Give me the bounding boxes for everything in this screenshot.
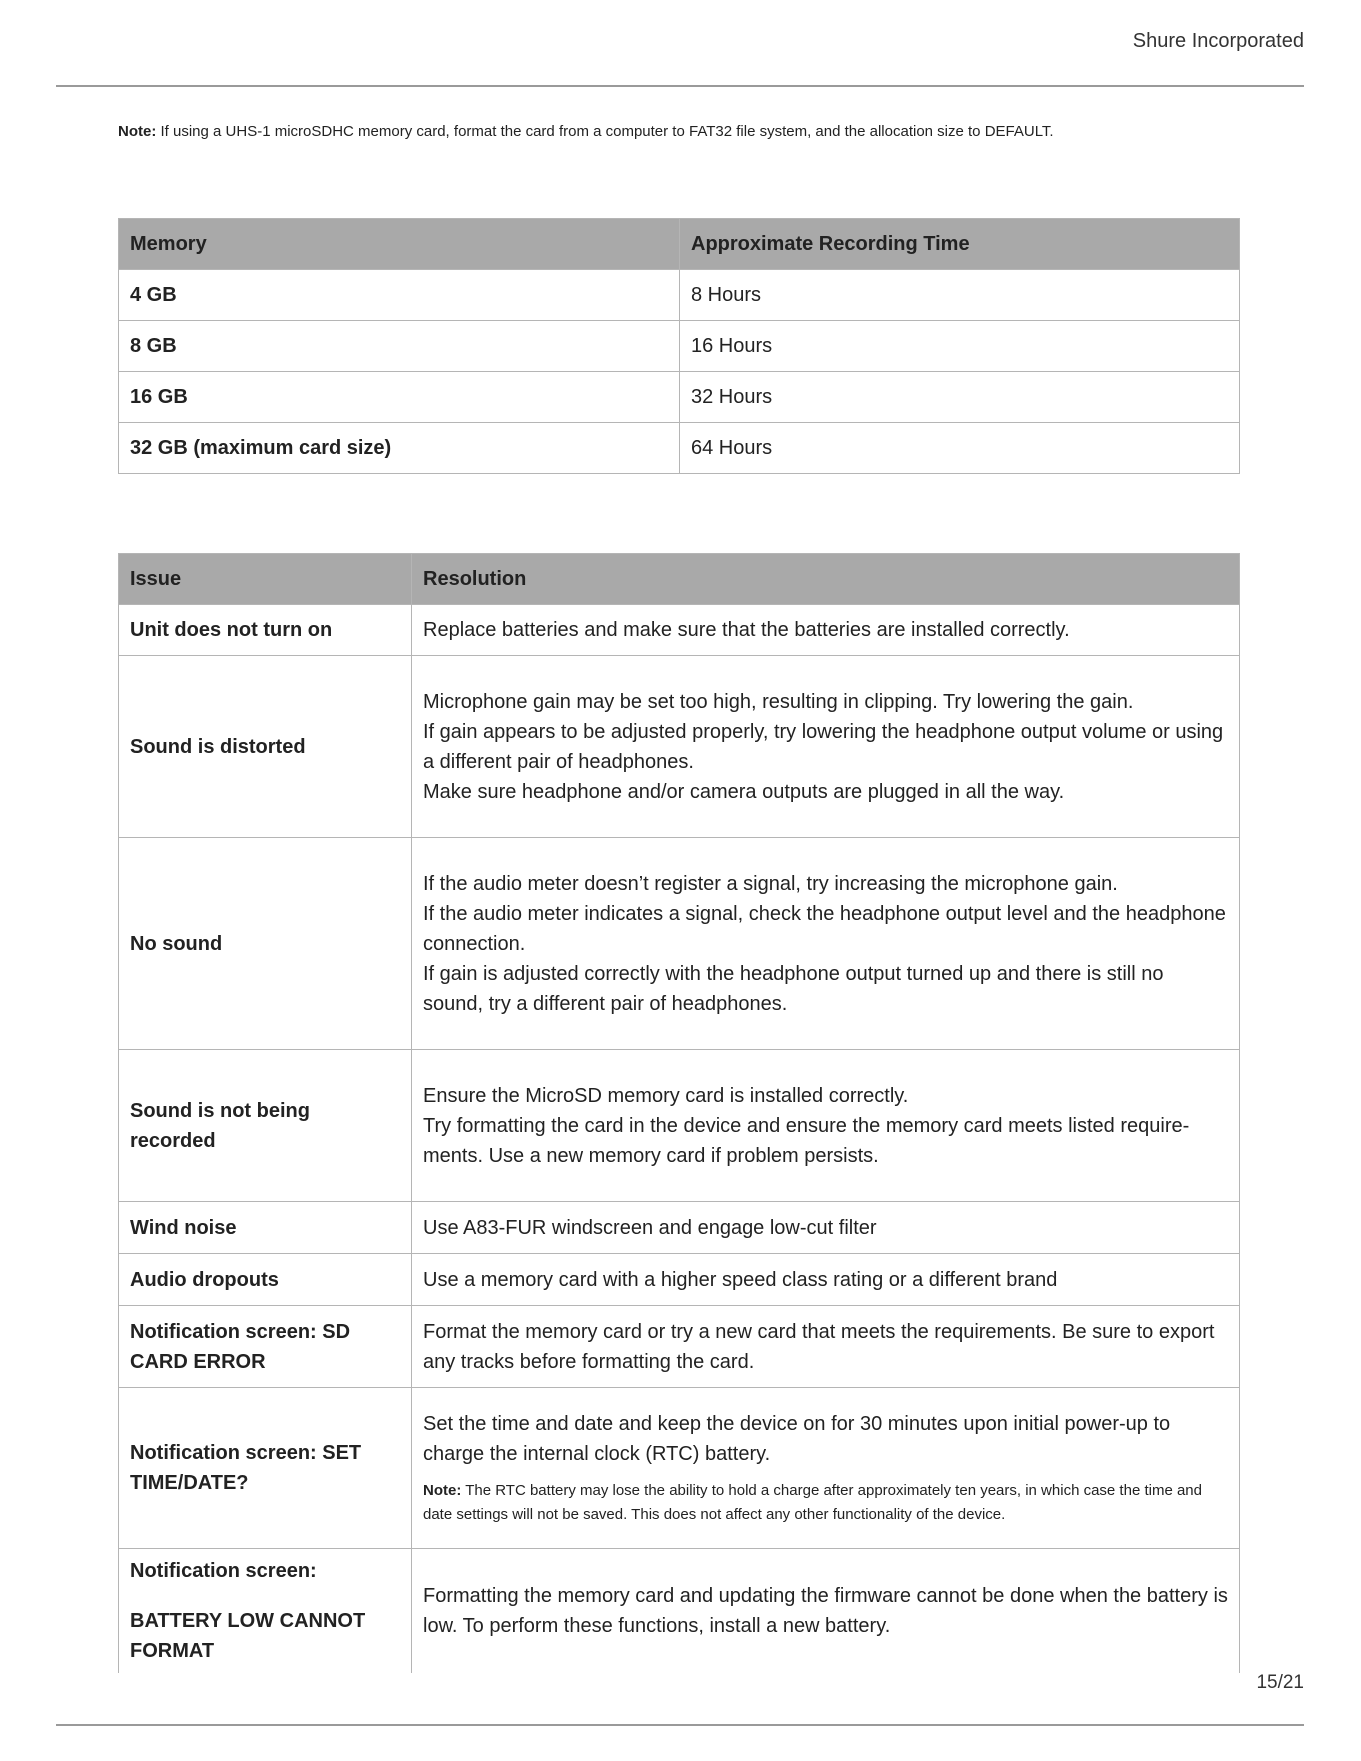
company-name: Shure Incorporated: [1132, 30, 1304, 52]
table-row: [119, 372, 1240, 423]
issue-line: Notification screen:: [130, 1559, 317, 1582]
resolution-line: Ensure the MicroSD memory card is installed correctly.: [423, 1084, 909, 1107]
issue-cell: Wind noise: [119, 1202, 412, 1254]
issue-cell: Audio dropouts: [119, 1254, 412, 1306]
table-row: [119, 270, 1240, 321]
memory-table: [118, 218, 1240, 474]
note-text: The RTC battery may lose the ability to hold a charge after approximately ten years, in which case the time and date settings will not be saved. This does not affect any other functionality of the device.: [423, 1482, 1202, 1523]
time-cell: 8 Hours: [680, 270, 1240, 321]
issue-cell: No sound: [119, 838, 412, 1050]
troubleshooting-table: [118, 553, 1240, 1673]
table-row: [119, 1254, 1240, 1306]
note-text: If using a UHS-1 microSDHC memory card, format the card from a computer to FAT32 file system, and the allocation size to DEFAULT.: [156, 123, 1054, 140]
resolution-line: Formatting the memory card and updating the firmware cannot be done when the battery is low. To perform these functions, install a new battery.: [423, 1584, 1228, 1637]
resolution-cell: [412, 1050, 1240, 1202]
table-row: [119, 321, 1240, 372]
table-row: [119, 838, 1240, 1050]
header-memory: Memory: [119, 219, 680, 270]
issue-table-header: [119, 554, 1240, 605]
issue-spacer: [130, 1586, 400, 1606]
page-number: 15/21: [1256, 1672, 1304, 1693]
table-row: [119, 1388, 1240, 1549]
format-note: [118, 123, 1248, 140]
issue-cell: Unit does not turn on: [119, 605, 412, 656]
issue-line: BATTERY LOW CANNOT FORMAT: [130, 1609, 366, 1662]
resolution-cell: [412, 838, 1240, 1050]
resolution-line: Use a memory card with a higher speed class rating or a different brand: [423, 1268, 1058, 1291]
memory-cell: 4 GB: [119, 270, 680, 321]
resolution-line: Replace batteries and make sure that the batteries are installed correctly.: [423, 619, 1070, 641]
issue-cell: Sound is not being recorded: [119, 1050, 412, 1202]
table-row: [119, 1202, 1240, 1254]
time-cell: 16 Hours: [680, 321, 1240, 372]
resolution-cell: [412, 656, 1240, 838]
header-resolution: Resolution: [412, 554, 1240, 605]
table-row: [119, 605, 1240, 656]
memory-table-header: [119, 219, 1240, 270]
memory-cell: 8 GB: [119, 321, 680, 372]
resolution-cell: [412, 1254, 1240, 1306]
table-row: [119, 423, 1240, 474]
note-label: Note:: [118, 123, 157, 140]
memory-cell: 16 GB: [119, 372, 680, 423]
resolution-line: Make sure headphone and/or camera outputs are plugged in all the way.: [423, 780, 1065, 803]
issue-cell: Sound is distorted: [119, 656, 412, 838]
table-row: [119, 656, 1240, 838]
memory-cell: 32 GB (maximum card size): [119, 423, 680, 474]
table-row: [119, 1549, 1240, 1673]
note-label: Note:: [423, 1482, 462, 1499]
table-row: [119, 1306, 1240, 1388]
time-cell: 64 Hours: [680, 423, 1240, 474]
issue-cell: [119, 1549, 412, 1673]
resolution-line: Microphone gain may be set too high, resulting in clipping. Try lowering the gain.: [423, 690, 1134, 713]
header-issue: Issue: [119, 554, 412, 605]
issue-cell: Notification screen: SD CARD ERROR: [119, 1306, 412, 1388]
resolution-line: Set the time and date and keep the device on for 30 minutes upon initial power-up to charge the internal clock (RTC) battery.: [423, 1413, 1171, 1465]
resolution-line: If the audio meter doesn’t register a signal, try increasing the microphone gain.: [423, 872, 1118, 895]
footer-rule: [56, 1724, 1304, 1726]
issue-cell: Notification screen: SET TIME/DATE?: [119, 1388, 412, 1549]
resolution-line: If gain is adjusted correctly with the headphone output turned up and there is still no sound, try a different pair of headphones.: [423, 962, 1164, 1015]
resolution-line: Use A83-FUR windscreen and engage low-cut filter: [423, 1216, 877, 1239]
header-rule: [56, 85, 1304, 87]
resolution-line: If gain appears to be adjusted properly, try lowering the headphone output volume or using a different pair of headphones.: [423, 720, 1224, 773]
resolution-line: If the audio meter indicates a signal, check the headphone output level and the headphone connection.: [423, 902, 1226, 955]
resolution-cell: [412, 605, 1240, 656]
resolution-line: Try formatting the card in the device and ensure the memory card meets listed require-ments. Use a new memory card if problem persists.: [423, 1114, 1190, 1167]
table-row: [119, 1050, 1240, 1202]
header-recording-time: Approximate Recording Time: [680, 219, 1240, 270]
resolution-cell: [412, 1549, 1240, 1673]
resolution-cell: [412, 1388, 1240, 1549]
resolution-line: Format the memory card or try a new card that meets the requirements. Be sure to export any tracks before formatting the card.: [423, 1320, 1215, 1373]
resolution-cell: [412, 1306, 1240, 1388]
resolution-cell: [412, 1202, 1240, 1254]
rtc-note: [423, 1479, 1228, 1527]
time-cell: 32 Hours: [680, 372, 1240, 423]
